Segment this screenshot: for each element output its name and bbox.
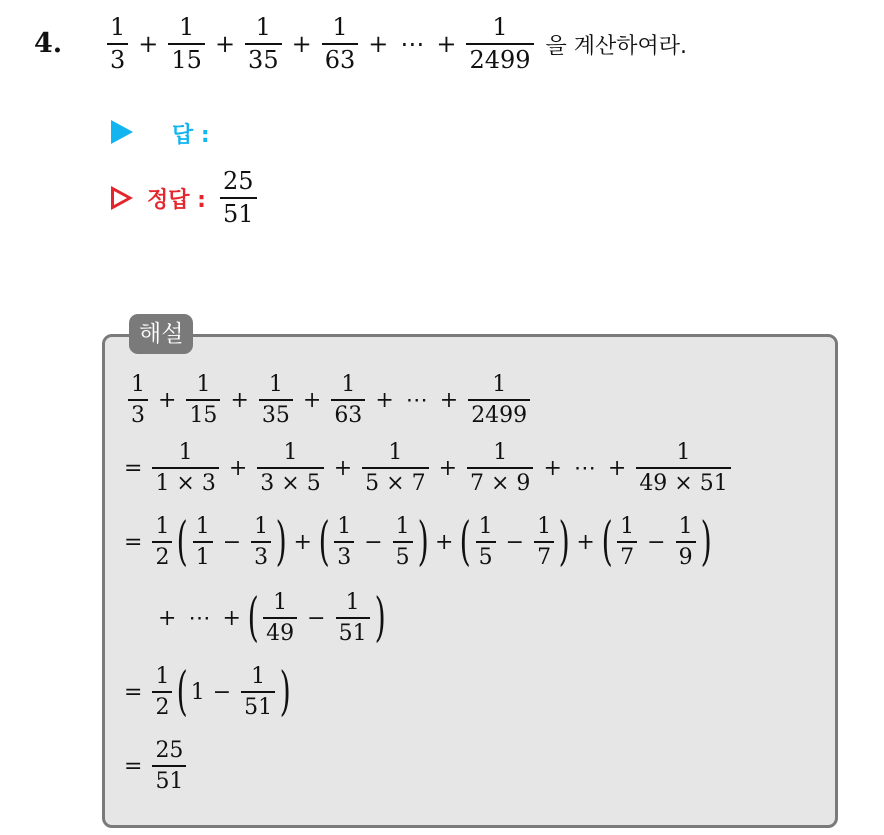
fraction	[676, 515, 696, 569]
math-text: 1	[190, 679, 205, 705]
math-text: 2	[155, 694, 170, 720]
solution-line-1	[124, 368, 534, 432]
fraction	[468, 373, 530, 427]
answer-label: 답 :	[172, 123, 210, 148]
math-text: 1	[337, 514, 352, 540]
math-text: +	[138, 30, 159, 58]
math-text: 1	[268, 372, 283, 398]
fraction-bar	[334, 541, 354, 543]
math-text: −	[222, 529, 242, 555]
math-text: 35	[261, 402, 290, 428]
math-text: −	[212, 679, 232, 705]
math-text: )	[700, 512, 712, 572]
math-text: 1	[676, 440, 691, 466]
fraction-bar	[466, 43, 533, 45]
math-text: =	[124, 753, 143, 779]
fraction-bar	[193, 541, 213, 543]
math-text: 1	[283, 440, 298, 466]
fraction	[107, 15, 128, 73]
math-text: 1	[395, 514, 410, 540]
fraction	[257, 441, 323, 495]
math-text: 35	[248, 45, 279, 74]
math-text: 1	[196, 372, 211, 398]
math-text: 49	[266, 620, 295, 646]
math-text: 1	[493, 440, 508, 466]
fraction	[534, 515, 554, 569]
math-text: −	[647, 529, 666, 555]
math-text: −	[364, 529, 383, 555]
correct-answer	[111, 164, 261, 232]
math-text: 1	[110, 13, 126, 42]
fraction-bar	[534, 541, 554, 543]
math-text: 7	[620, 544, 635, 570]
math-text: ⋯	[405, 387, 428, 413]
fraction-bar	[322, 43, 359, 45]
fraction	[466, 15, 533, 73]
math-text: 2499	[471, 402, 528, 428]
math-text: (	[177, 662, 189, 722]
question-expression	[103, 12, 687, 76]
math-text: 51	[338, 620, 367, 646]
math-text: 2499	[469, 45, 531, 74]
fraction	[467, 441, 533, 495]
math-text: +	[158, 605, 177, 631]
fraction	[636, 441, 730, 495]
fraction	[322, 15, 359, 73]
fraction-bar	[128, 399, 148, 401]
fraction	[128, 373, 148, 427]
question-number: 4.	[34, 28, 63, 59]
solution-line-4	[152, 586, 386, 650]
math-text: ⋯	[188, 605, 211, 631]
fraction	[152, 665, 172, 719]
math-text: 1	[155, 514, 170, 540]
math-text: +	[293, 529, 312, 555]
correct-answer-label: 정답 :	[147, 187, 206, 213]
math-text: 1	[332, 13, 348, 42]
fraction-bar	[257, 467, 323, 469]
math-text: 15	[171, 45, 202, 74]
math-text: +	[158, 387, 177, 413]
math-text: +	[607, 455, 627, 481]
math-text: (	[318, 512, 330, 572]
math-text: 5 × 7	[365, 470, 426, 496]
math-text: (	[459, 512, 472, 572]
fraction	[259, 373, 293, 427]
fraction	[263, 591, 297, 645]
solution-line-2	[124, 436, 735, 500]
solution-line-6	[124, 734, 190, 798]
math-text: 3	[110, 45, 126, 74]
fraction	[251, 515, 271, 569]
math-text: 63	[324, 45, 356, 74]
math-text: 7 × 9	[470, 470, 531, 496]
correct-answer-value	[220, 169, 257, 227]
math-text: 7	[537, 544, 552, 570]
math-text: 9	[678, 544, 693, 570]
math-text: 49 × 51	[639, 470, 728, 496]
fraction-bar	[263, 617, 297, 619]
fraction-bar	[362, 467, 428, 469]
math-text: +	[576, 529, 595, 555]
fraction	[152, 515, 172, 569]
math-text: 1	[537, 514, 552, 540]
fraction-bar	[636, 467, 730, 469]
fraction	[617, 515, 637, 569]
math-text: 51	[155, 768, 184, 794]
math-text: (	[601, 512, 613, 572]
math-text: 63	[334, 402, 363, 428]
math-text: 3 × 5	[260, 470, 321, 496]
math-text: )	[279, 662, 291, 722]
fraction-bar	[336, 617, 370, 619]
math-text: 15	[189, 402, 218, 428]
math-text: 1	[388, 440, 403, 466]
fraction	[241, 665, 275, 719]
fraction	[193, 515, 213, 569]
math-text: 2	[155, 544, 170, 570]
fraction-bar	[331, 399, 365, 401]
math-text: −	[505, 529, 525, 555]
math-text: 1	[492, 13, 508, 42]
fraction-bar	[220, 197, 257, 199]
math-text: +	[434, 529, 454, 555]
math-text: 1	[178, 440, 193, 466]
math-text: 1 × 3	[155, 470, 216, 496]
fraction	[393, 515, 413, 569]
math-text: 1	[195, 544, 210, 570]
math-text: +	[438, 455, 458, 481]
math-text: 1	[678, 514, 693, 540]
math-text: −	[307, 605, 326, 631]
math-text: 1	[251, 664, 266, 690]
math-text: 1	[273, 590, 288, 616]
math-text: 51	[222, 199, 254, 228]
fraction-bar	[168, 43, 205, 45]
math-text: 51	[244, 694, 273, 720]
math-text: 1	[131, 372, 145, 398]
math-text: +	[375, 387, 394, 413]
fraction-bar	[245, 43, 282, 45]
math-text: +	[302, 387, 322, 413]
solution-line-5	[124, 660, 291, 724]
math-text: +	[291, 30, 312, 58]
math-text: 3	[131, 402, 145, 428]
math-text: )	[558, 512, 570, 572]
math-text: =	[124, 529, 143, 555]
math-text: )	[275, 512, 287, 572]
fraction	[336, 591, 370, 645]
math-text: 25	[155, 738, 184, 764]
math-text: +	[230, 387, 249, 413]
math-text: )	[417, 512, 429, 572]
outline-triangle-icon	[111, 186, 133, 210]
math-text: ⋯	[573, 455, 596, 481]
math-text: +	[228, 455, 248, 481]
fraction	[362, 441, 428, 495]
fraction-bar	[251, 541, 271, 543]
math-text: +	[439, 387, 459, 413]
math-text: 3	[254, 544, 269, 570]
math-text: 1	[254, 514, 269, 540]
math-text: 1	[255, 13, 271, 42]
fraction	[331, 373, 365, 427]
fraction-bar	[152, 541, 172, 543]
fraction-bar	[152, 691, 172, 693]
fraction-bar	[468, 399, 530, 401]
fraction-bar	[152, 765, 186, 767]
fraction-bar	[676, 541, 696, 543]
math-text: 1	[478, 514, 493, 540]
fraction-bar	[476, 541, 496, 543]
math-text: +	[543, 455, 562, 481]
math-text: +	[333, 455, 353, 481]
math-text: 5	[395, 544, 410, 570]
math-text: 1	[179, 13, 195, 42]
fraction	[334, 515, 354, 569]
solution-tab: 해설	[129, 314, 193, 354]
fraction	[152, 739, 186, 793]
fraction	[476, 515, 496, 569]
fraction-bar	[259, 399, 293, 401]
math-text: +	[436, 30, 457, 58]
fraction	[186, 373, 220, 427]
fraction-bar	[186, 399, 220, 401]
math-text: 25	[222, 167, 254, 196]
fraction-bar	[152, 467, 218, 469]
math-text: 5	[478, 544, 493, 570]
math-text: =	[124, 455, 143, 481]
math-text: )	[374, 588, 386, 648]
math-text: 1	[492, 372, 507, 398]
math-text: 1	[195, 514, 210, 540]
math-text: =	[124, 679, 143, 705]
math-text: ⋯	[400, 30, 425, 58]
fraction-bar	[107, 43, 128, 45]
math-text: 3	[337, 544, 352, 570]
question-suffix: 을 계산하여라.	[545, 33, 688, 59]
math-text: 1	[155, 664, 170, 690]
math-text: +	[214, 30, 236, 58]
solution-line-3	[124, 510, 712, 574]
math-text: (	[177, 512, 189, 572]
math-text: +	[222, 605, 241, 631]
math-text: 1	[345, 590, 360, 616]
math-text: +	[368, 30, 389, 58]
fraction-bar	[617, 541, 637, 543]
fraction-bar	[467, 467, 533, 469]
math-text: (	[247, 588, 259, 648]
fraction	[245, 15, 282, 73]
fraction	[152, 441, 218, 495]
fraction-bar	[241, 691, 275, 693]
fraction	[168, 15, 205, 73]
math-text: 1	[341, 372, 356, 398]
fraction-bar	[393, 541, 413, 543]
math-text: 1	[620, 514, 635, 540]
play-triangle-icon	[111, 120, 133, 144]
